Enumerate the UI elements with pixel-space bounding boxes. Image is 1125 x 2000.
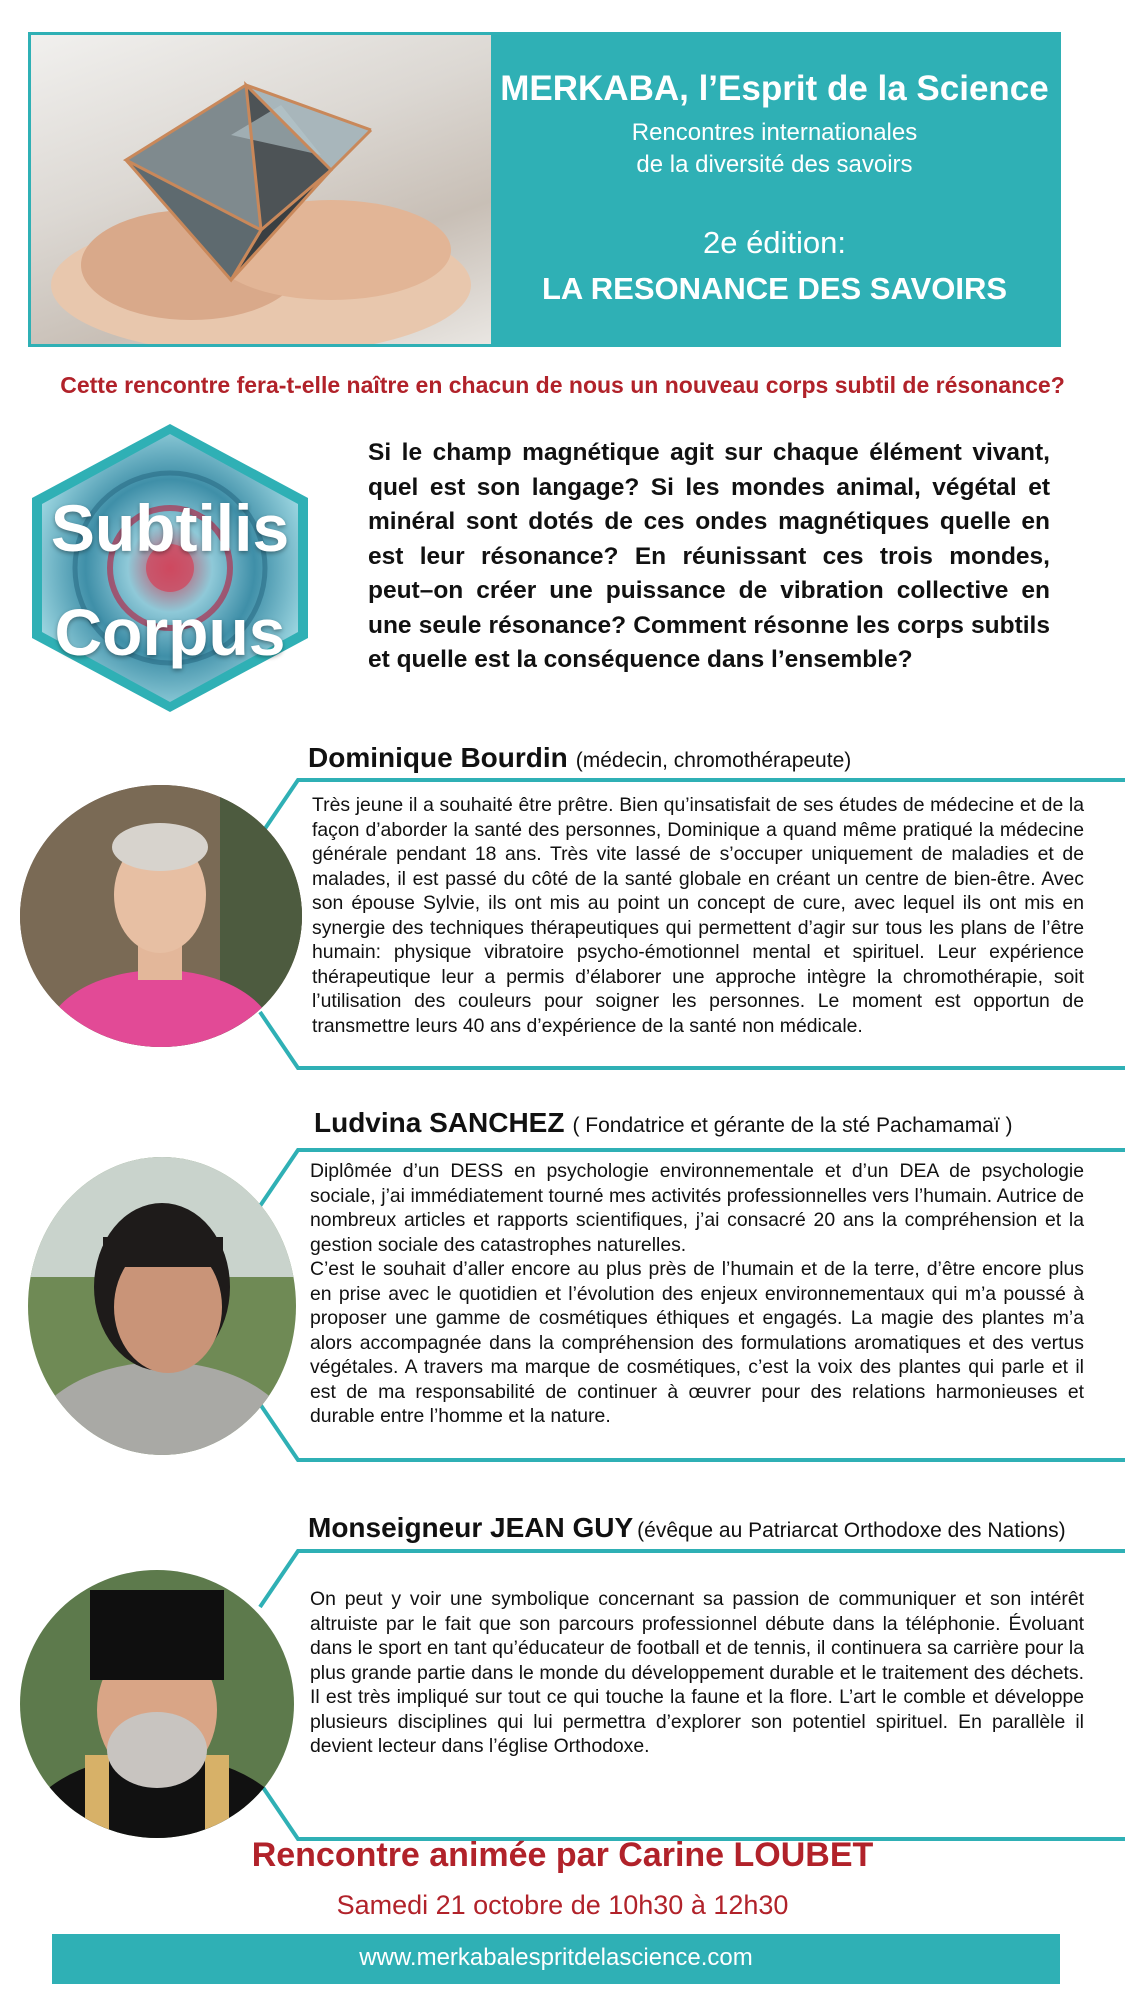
speaker-3-name: Monseigneur JEAN GUY	[308, 1512, 634, 1543]
speaker-2-name: Ludvina SANCHEZ	[314, 1107, 565, 1138]
speaker-1-photo	[20, 785, 302, 1047]
logo-text-subtilis: Subtilis	[50, 491, 290, 565]
event-subtitle-line1: Rencontres internationales	[631, 119, 918, 146]
subtilis-corpus-logo	[22, 418, 318, 718]
header-text-block	[491, 35, 1058, 344]
speaker-1-bio: Très jeune il a souhaité être prêtre. Bien qu’insatisfait de ses études de médecine et de la façon d’aborder la santé des personnes, Dominique a quand même pratiqué la médecine générale pendant 18 ans. Très vite lassé de s’occuper uniquement de maladies et de malades, il est passé du côté de la santé globale en créant un centre de bien-être. Avec son épouse Sylvie, ils ont mis au point un concept de cure, avec lequel ils ont mis en synergie des techniques thérapeutiques qui permettent d’agir sur tous les plans de l’être humain: physique vibratoire psycho-émotionnel mental et spirituel. Leur expérience thérapeutique leur a permis d’élaborer une approche intègre la chromothérapie, soit l’utilisation des couleurs pour soigner les personnes. Le moment est opportun de transmettre leurs 40 ans d’expérience de la santé non médicale.	[312, 794, 1084, 1037]
speaker-2-role: ( Fondatrice et gérante de la sté Pachamamaï )	[572, 1114, 1013, 1137]
edition-theme: LA RESONANCE DES SAVOIRS	[541, 271, 1008, 306]
event-subtitle-line2: de la diversité des savoirs	[636, 151, 913, 178]
merkaba-illustration	[31, 35, 491, 344]
header-banner	[28, 32, 1061, 347]
merkaba-hands-photo	[31, 35, 491, 344]
event-date: Samedi 21 octobre de 10h30 à 12h30	[336, 1890, 789, 1920]
host-announcement: Rencontre animée par Carine LOUBET	[251, 1836, 874, 1874]
speaker-3-bio: On peut y voir une symbolique concernant sa passion de communiquer et son intérêt altruiste par le fait que son parcours professionnel débute dans la téléphonie. Évoluant dans le sport en tant qu’éducateur de football et de tennis, il continuera sa carrière pour la plus grande partie dans le monde du développement durable et le traitement des déchets. Il est très impliqué sur tout ce qui touche la faune et la flore. L’art le comble et développe plusieurs disciplines qui lui permettra d’explorer son potentiel spirituel. En parallèle il devient lecteur dans l’église Orthodoxe.	[310, 1588, 1084, 1757]
edition-label: 2e édition:	[702, 225, 847, 260]
speaker-2-bio-paragraph-1: Diplômée d’un DESS en psychologie environnementale et d’un DEA de psychologie sociale, j’ai immédiatement tourné mes activités professionnelles vers l’humain. Autrice de nombreux articles et rapports scientifiques, j’ai consacré 20 ans la compréhension et la gestion sociale des catastrophes naturelles.	[310, 1160, 1084, 1256]
speaker-2-photo	[28, 1157, 296, 1455]
speaker-1-role: (médecin, chromothérapeute)	[575, 749, 852, 772]
speaker-2-heading	[314, 1107, 1114, 1139]
speaker-1-name: Dominique Bourdin	[308, 742, 568, 773]
speaker-3-photo	[20, 1570, 294, 1838]
speaker-3-role: (évêque au Patriarcat Orthodoxe des Nations)	[637, 1519, 1066, 1542]
logo-text-corpus: Corpus	[54, 595, 286, 669]
portrait-man-icon	[20, 785, 302, 1047]
speaker-2-bio	[310, 1159, 1084, 1429]
portrait-bishop-icon	[20, 1570, 294, 1838]
speaker-1-heading	[308, 742, 1108, 774]
portrait-woman-icon	[28, 1157, 296, 1455]
website-link[interactable]: www.merkabalespritdelascience.com	[359, 1944, 753, 1971]
speaker-3-heading	[308, 1512, 1125, 1544]
intro-paragraph: Si le champ magnétique agit sur chaque élément vivant, quel est son langage? Si les mondes animal, végétal et minéral sont dotés de ces ondes magnétiques quelle en est leur résonance? En réunissant ces trois mondes, peut–on créer une puissance de vibration collective en une seule résonance? Comment résonne les corps subtils et quelle est la conséquence dans l’ensemble?	[368, 439, 1050, 673]
tagline-question: Cette rencontre fera-t-elle naître en chacun de nous un nouveau corps subtil de résonance?	[60, 372, 1065, 398]
event-title: MERKABA, l’Esprit de la Science	[500, 69, 1049, 108]
speaker-2-bio-paragraph-2: C’est le souhait d’aller encore au plus près de l’humain et de la terre, d’être encore plus en prise avec le quotidien et l’évolution des enjeux environnementaux qui m’a poussé à proposer une gamme de cosmétiques éthiques et engagés. La magie des plantes m’a alors accompagnée dans la compréhension des formulations aromatiques et des vertus végétales. A travers ma marque de cosmétiques, c’est la voix des plantes qui parle et il est de ma responsabilité de continuer à œuvrer pour des relations harmonieuses et durable entre l’homme et la nature.	[310, 1258, 1084, 1427]
hexagon-mandala-icon	[22, 418, 318, 718]
